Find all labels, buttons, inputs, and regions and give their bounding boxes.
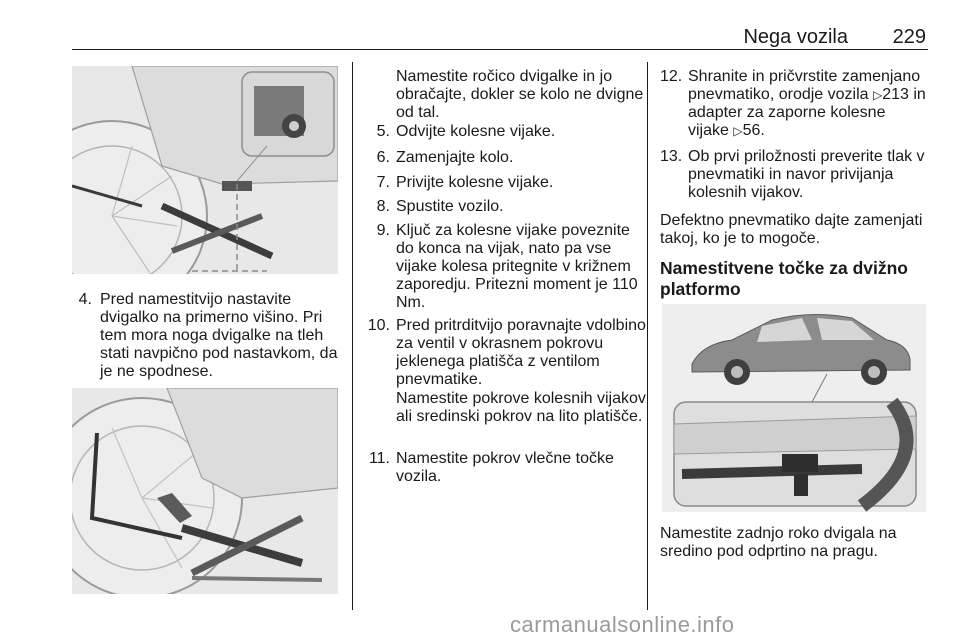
step-text: Namestite pokrov vlečne točke vozila. [396, 450, 614, 485]
step-text: Privijte kolesne vijake. [396, 174, 554, 191]
page-header [72, 24, 928, 50]
step-number: 5. [376, 123, 390, 140]
triangle-right-icon[interactable]: ▷ [872, 88, 883, 102]
step-4-continuation: Namestite ročico dvigalke in jo obračajte, dokler se kolo ne dvigne od tal. [396, 68, 644, 121]
figure-caption: Namestite zadnjo roko dvigala na sredino pod odprtino na pragu. [660, 525, 897, 560]
step-line: Shranite in pričvrstite zamenjano [688, 68, 921, 85]
page-reference-link[interactable]: 56 [742, 122, 761, 139]
step-text [688, 68, 930, 140]
section-heading: Namestitvene točke za dvižno platformo [660, 258, 908, 299]
list-item-step-11 [362, 450, 648, 490]
step-text-part: . [760, 122, 765, 139]
step-number: 4. [78, 291, 92, 308]
step-number: 6. [376, 149, 390, 166]
step-text: Ključ za kolesne vijake poveznite do konca na vijak, nato pa vse vijake kolesa pritegnite v križnem zaporedju. Pritezni moment je 110 Nm. [396, 222, 638, 311]
list-item-step-8 [362, 198, 648, 217]
step-number: 11. [368, 450, 390, 467]
list-item-step-12 [660, 68, 930, 140]
step-number: 7. [376, 174, 390, 191]
list-item-step-7 [362, 174, 648, 193]
jack-illustration-top [72, 66, 338, 274]
list-item-step-13 [660, 148, 930, 203]
section-title: Nega vozila [743, 26, 848, 48]
list-item-step-9 [362, 222, 648, 310]
jack-crank-drawing [72, 388, 338, 594]
step-number: 12. [660, 68, 683, 85]
list-item-step-5 [362, 123, 648, 142]
jack-under-sill-drawing [72, 66, 338, 274]
column-divider [352, 62, 353, 610]
step-text: Spustite vozilo. [396, 198, 504, 215]
list-item-step-10 [362, 317, 648, 387]
step-number: 13. [660, 148, 683, 165]
page-number: 229 [892, 26, 926, 48]
list-item-step-6 [362, 149, 648, 168]
step-text: Zamenjajte kolo. [396, 149, 514, 166]
step-number: 9. [376, 222, 390, 239]
triangle-right-icon[interactable]: ▷ [733, 124, 743, 138]
jack-illustration-bottom [72, 388, 338, 594]
step-text-part: in [908, 86, 926, 103]
step-line [688, 86, 930, 104]
step-text: Pred namestitvijo nastavite dvigalko na primerno višino. Pri tem mora noga dvigalke na tleh stati navpično pod nastavkom, da je ne spodnese. [100, 291, 338, 380]
step-text-part: vijake [688, 122, 734, 139]
step-text: Ob prvi priložnosti preverite tlak v pnevmatiki in navor privijanja kolesnih vijakov. [688, 148, 925, 201]
watermark: carmanualsonline.info [510, 612, 735, 637]
page-reference-link[interactable]: 213 [882, 86, 909, 103]
paragraph: Defektno pnevmatiko dajte zamenjati takoj, ko je to mogoče. [660, 212, 923, 247]
step-number: 10. [367, 317, 390, 334]
step-line: adapter za zaporne kolesne [688, 104, 886, 121]
step-10-subparagraph: Namestite pokrove kolesnih vijakov ali sredinski pokrov na lito platišče. [396, 390, 646, 425]
step-number: 8. [376, 198, 390, 215]
step-line [688, 122, 930, 140]
lift-point-illustration [662, 304, 926, 512]
list-item-step-4 [72, 291, 342, 383]
car-lift-point-drawing [662, 304, 926, 512]
step-text-part: pnevmatiko, orodje vozila [688, 86, 873, 103]
step-text: Odvijte kolesne vijake. [396, 123, 556, 140]
step-text: Pred pritrditvijo poravnajte vdolbino za ventil v okrasnem pokrovu jeklenega platišča z ventilom pnevmatike. [396, 317, 646, 388]
